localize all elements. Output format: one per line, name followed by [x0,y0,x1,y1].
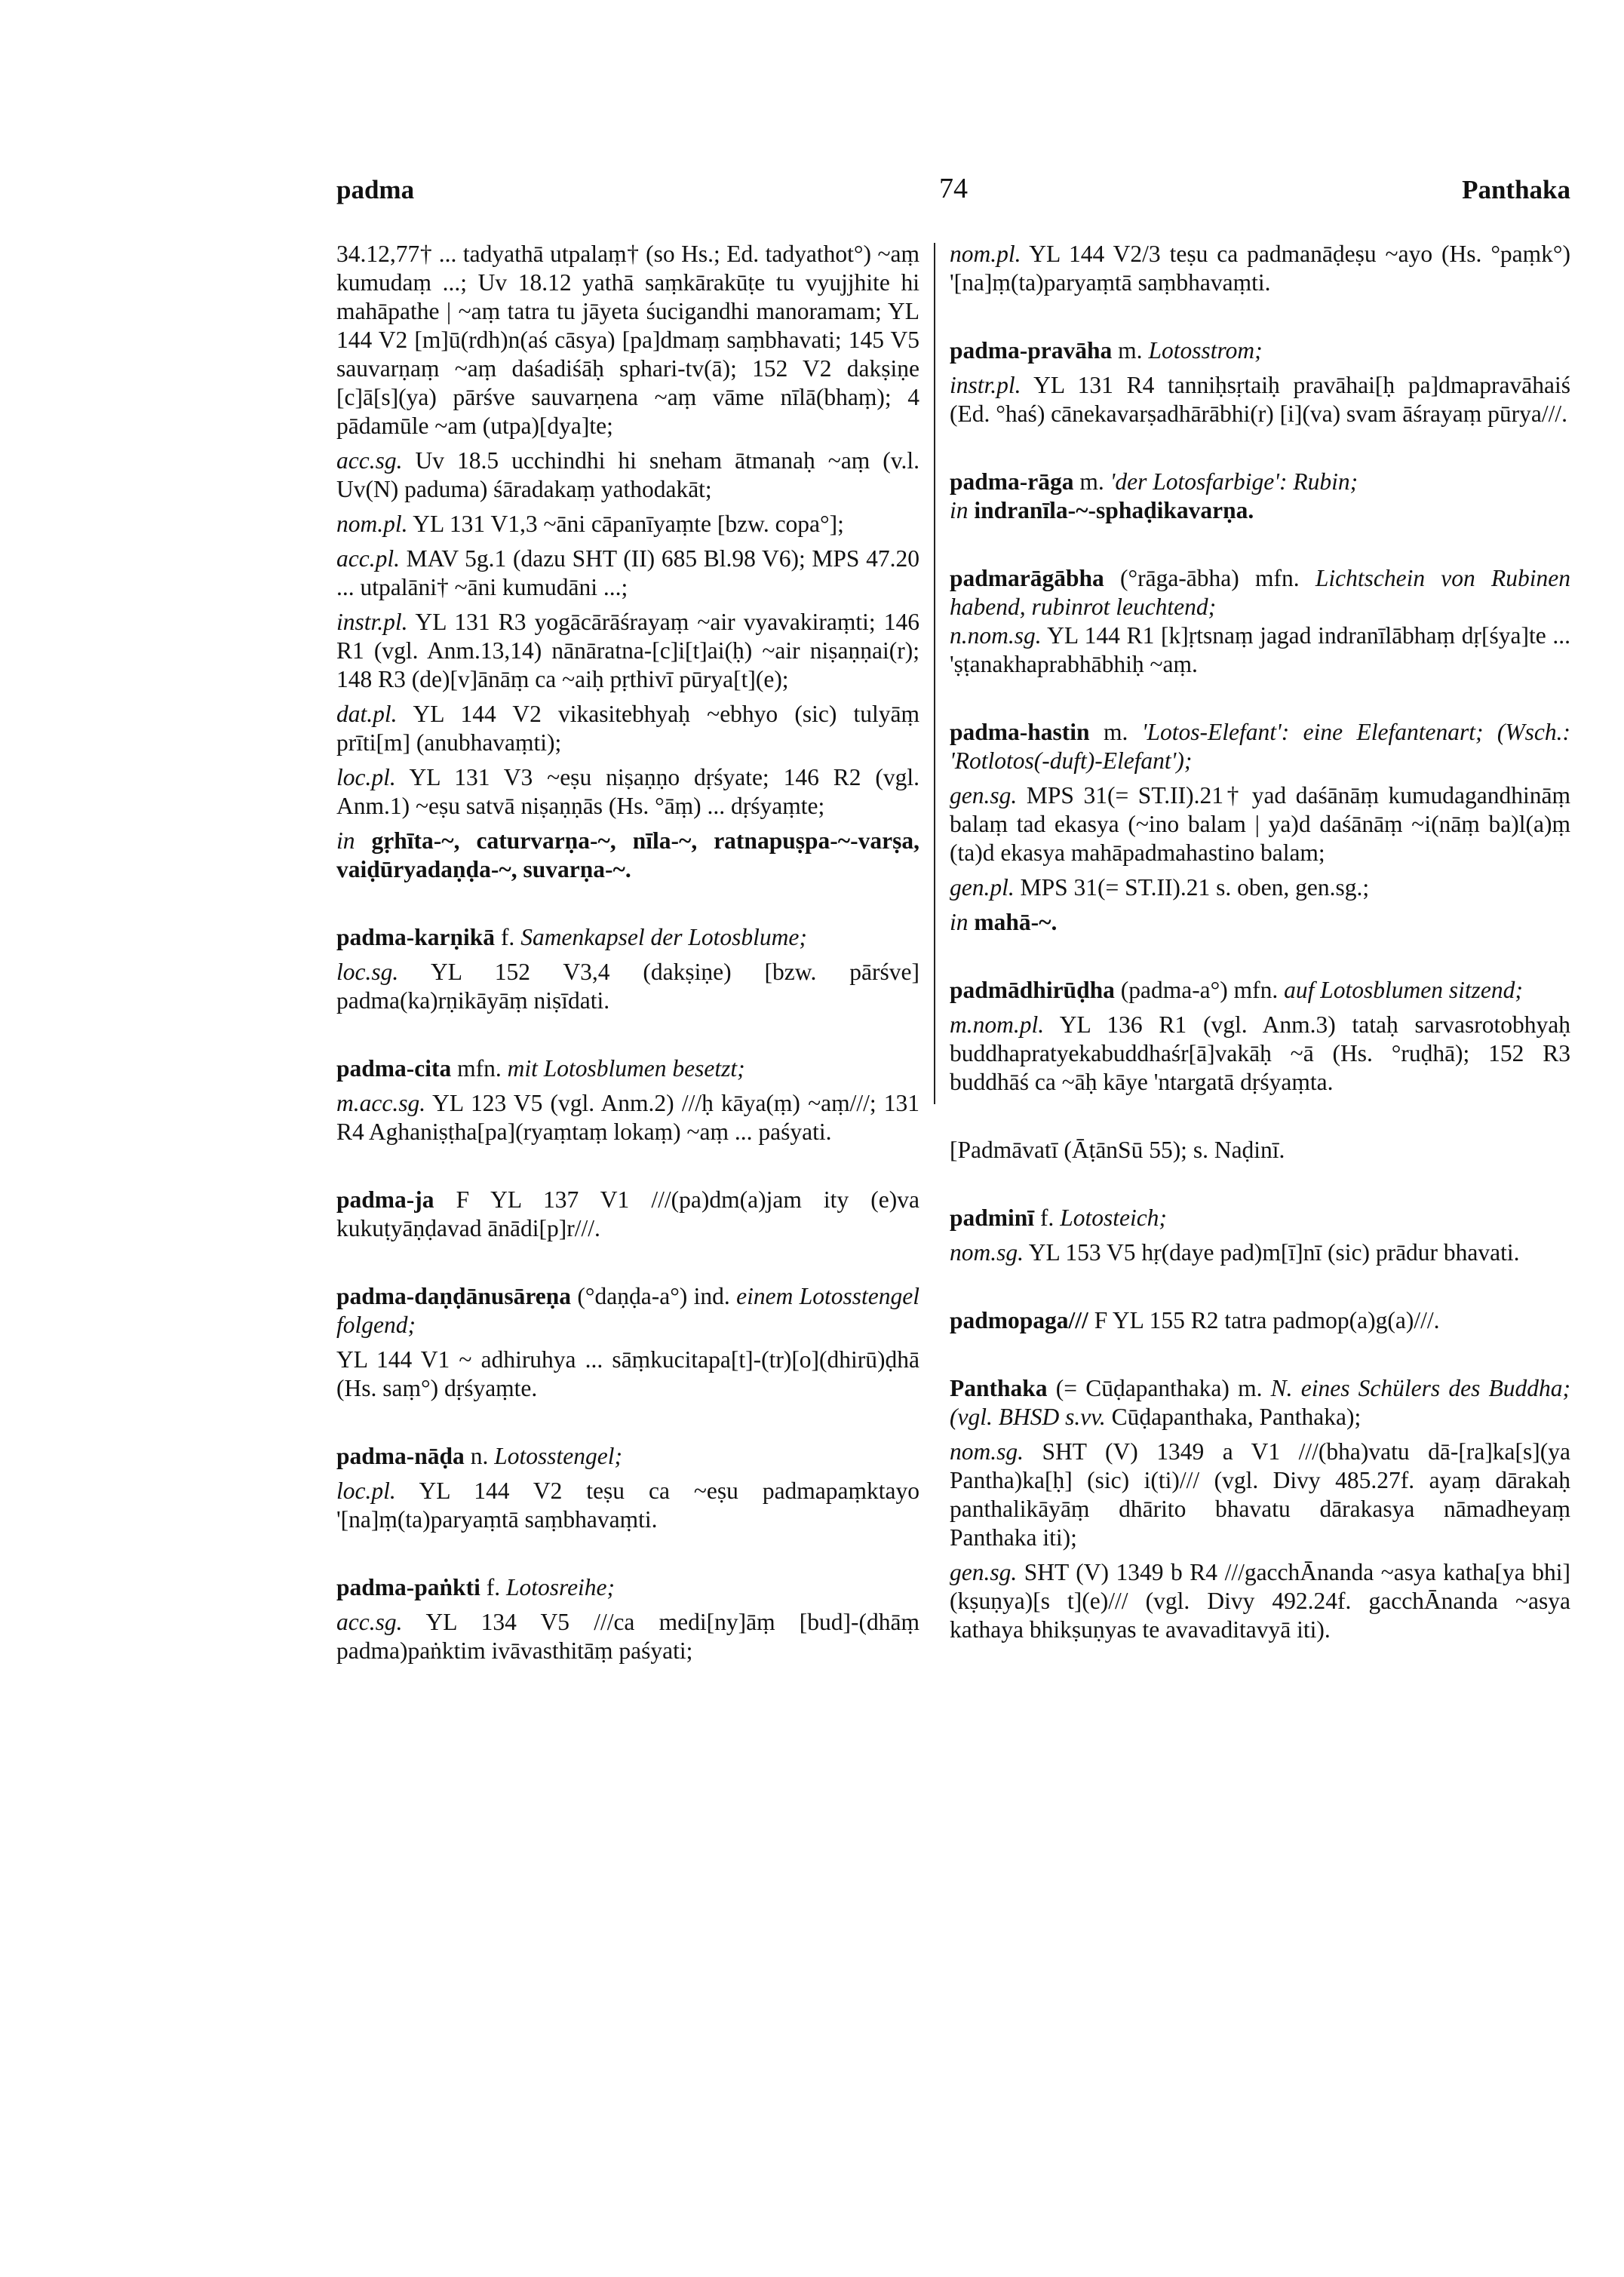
grammar-label: nom.sg. [950,1239,1024,1266]
grammar-label: loc.pl. [336,1478,396,1504]
grammar: n. [464,1443,495,1469]
gloss: Lotosreihe; [505,1574,616,1600]
grammar-label: gen.sg. [950,1559,1018,1585]
nada-nom-pl [950,240,1570,297]
grammar-label: instr.pl. [950,372,1021,398]
ragabha-nom-sg [950,621,1570,679]
entry-padma-pravaha [950,336,1570,365]
entry-padmadhirudha [950,976,1570,1005]
headword: padma-hastin [950,719,1090,745]
column-divider [934,243,935,1104]
headword: padma-rāga [950,468,1074,495]
citation-text: YL 131 V3 ~eṣu niṣaṇṇo dṛśyate; 146 R2 (vgl. Anm.1) ~eṣu satvā niṣaṇṇās (Hs. °āṃ) ... dṛśyaṃte; [336,764,919,819]
headword: padma-cita [336,1055,452,1082]
grammar: (padma-a°) mfn. [1114,977,1285,1003]
grammar-label: loc.pl. [336,764,396,790]
entry-padma-nada [336,1442,919,1471]
citation-text: YL 123 V5 (vgl. Anm.2) ///ḥ kāya(ṃ) ~aṃ///; 131 R4 Aghaniṣṭha[pa](ryaṃtaṃ lokaṃ) ~aṃ ... paśyati. [336,1090,919,1145]
entry-padmopaga [950,1306,1570,1335]
padmini-nom-sg [950,1238,1570,1267]
citation-text: YL 134 V5 ///ca medi[ny]āṃ [bud]-(dhāṃ padma)paṅktim ivāvasthitāṃ paśyati; [336,1609,919,1664]
entry-padma-cita [336,1054,919,1083]
grammar-label: in [950,497,969,523]
grammar: (°rāga-ābha) mfn. [1104,565,1315,591]
headword: padmādhirūḍha [950,977,1115,1003]
grammar-label: in [950,909,969,935]
grammar: f. [480,1574,506,1600]
grammar-label: gen.sg. [950,782,1018,809]
headword: padmopaga/// [950,1307,1088,1333]
padma-acc-pl [336,545,919,602]
citation-text: SHT (V) 1349 b R4 ///gacchĀnanda ~asya katha[ya bhi](kṣuṇya)[s t](e)/// (vgl. Divy 492.24f. gacchĀnanda ~asya kathaya bhikṣuṇyas te avavaditavyā iti). [950,1559,1570,1643]
grammar-label: nom.sg. [950,1438,1024,1465]
citation-text: YL 144 V2/3 teṣu ca padmanāḍeṣu ~ayo (Hs. °paṃk°) '[na]ṃ(ta)paryaṃtā saṃbhavaṃti. [950,241,1570,296]
grammar-label: acc.sg. [336,1609,403,1635]
left-column [336,240,919,1665]
grammar-label: m.acc.sg. [336,1090,426,1116]
entry-padmavati: [Padmāvatī (ĀṭānSū 55); s. Naḍinī. [950,1137,1285,1163]
grammar-label: in [336,827,355,854]
grammar-label: loc.sg. [336,959,399,985]
entry-panthaka [950,1374,1570,1432]
citation-text: MPS 31(= ST.II).21† yad daśānāṃ kumudagandhināṃ balaṃ tad ekasya (~ino balam | ya)d daśānāṃ ~i(nāṃ ba)l(a)ṃ (ta)d ekasya mahāpadmahastino balam; [950,782,1570,866]
hastin-gen-sg [950,781,1570,867]
entry-padma-raga [950,468,1570,496]
panthaka-gen-sg [950,1558,1570,1644]
gloss: N. eines Schülers des Buddha; (vgl. BHSD s.vv. [950,1375,1571,1430]
citation-text: YL 144 V2 vikasitebhyaḥ ~ebhyo (sic) tulyāṃ prīti[m] (anubhavaṃti); [336,701,919,756]
panthaka-nom-sg [950,1438,1570,1552]
entry-padmaragabha [950,564,1570,621]
citation-text: F YL 137 V1 ///(pa)dm(a)jam ity (e)va kukuṭyāṇḍavad ānādi[p]r///. [336,1186,919,1241]
adhirudha-nom-pl [950,1011,1570,1097]
compound-list: mahā-~. [968,909,1058,935]
grammar: m. [1073,468,1110,495]
grammar: f. [495,924,521,950]
grammar-label: m.nom.pl. [950,1011,1045,1038]
grammar-label: nom.pl. [336,511,408,537]
citation-text: Uv 18.5 ucchindhi hi sneham ātmanaḥ ~aṃ (v.l. Uv(N) paduma) śāradakaṃ yathodakāt; [336,447,919,502]
headword: padma-nāḍa [336,1443,465,1469]
padma-dat-pl [336,700,919,757]
cita-acc-sg [336,1089,919,1146]
grammar: (°daṇḍa-a°) ind. [571,1283,737,1309]
grammar: mfn. [451,1055,508,1082]
gloss: Lichtschein von Rubinen habend, rubinrot leuchtend; [950,565,1570,620]
hastin-compounds [950,908,1570,937]
gloss: Samenkapsel der Lotosblume; [520,924,807,950]
padma-compounds [336,827,919,884]
entry-padma-hastin [950,718,1570,775]
gloss: auf Lotosblumen sitzend; [1284,977,1523,1003]
headword: padmarāgābha [950,565,1104,591]
compound-list: indranīla-~-sphaḍikavarṇa. [968,497,1254,523]
compound-list: gṛhīta-~, caturvarṇa-~, nīla-~, ratnapuṣpa-~-varṣa, vaiḍūryadaṇḍa-~, suvarṇa-~. [336,827,919,882]
gloss: Lotosstengel; [494,1443,622,1469]
running-head-right: Panthaka [1462,175,1570,204]
citation-text: MPS 31(= ST.II).21 s. oben, gen.sg.; [1014,874,1370,901]
pravaha-instr-pl [950,371,1570,428]
gloss: mit Lotosblumen besetzt; [507,1055,745,1082]
gloss: einem Lotosstengel folgend; [336,1283,919,1338]
citation-text: MAV 5g.1 (dazu SHT (II) 685 Bl.98 V6); MPS 47.20 ... utpalāni† ~āni kumudāni ...; [336,545,919,600]
headword: Panthaka [950,1375,1048,1401]
entry-padma-pankti [336,1573,919,1602]
karnika-loc-sg [336,958,919,1015]
citation-text: YL 131 R3 yogācārāśrayaṃ ~air vyavakiraṃti; 146 R1 (vgl. Anm.13,14) nānāratna-[c]i[t]ai(ḥ) ~air niṣaṇṇai(r); 148 R3 (de)[v]ānāṃ ca ~aiḥ pṛthivī pūrya[t](e); [336,609,919,692]
grammar: f. [1034,1204,1061,1231]
citation-text: YL 131 V1,3 ~āni cāpanīyaṃte [bzw. copa°]; [407,511,844,537]
citation-text: YL 144 V2 teṣu ca ~eṣu padmapaṃktayo '[na]ṃ(ta)paryaṃtā saṃbhavaṃti. [336,1478,919,1533]
gloss-tail: Cūḍapanthaka, Panthaka); [1105,1404,1362,1430]
grammar-label: gen.pl. [950,874,1015,901]
entry-padma-karnika [336,923,919,952]
grammar-label: instr.pl. [336,609,408,635]
page-number: 74 [939,173,968,204]
citation-text: YL 131 R4 tanniḥsṛtaiḥ pravāhai[ḥ pa]dmapravāhaiś (Ed. °haś) cānekavarṣadhārābhi(r) [i](va) svam āśrayaṃ pūrya///. [950,372,1570,427]
grammar-label: acc.sg. [336,447,403,474]
entry-padmini [950,1204,1570,1232]
hastin-gen-pl [950,873,1570,902]
headword: padma-pravāha [950,337,1113,364]
gloss: Lotosstrom; [1148,337,1263,364]
headword: padma-daṇḍānusāreṇa [336,1283,572,1309]
pankti-acc-sg [336,1608,919,1665]
entry-padma-ja [336,1186,919,1243]
headword: padma-paṅkti [336,1574,480,1600]
citation-text: SHT (V) 1349 a V1 ///(bha)vatu dā-[ra]ka[s](ya Pantha)ka[ḥ] (sic) i(ti)/// (vgl. Divy 485.27f. ayaṃ dārakaḥ panthalikāyāṃ dhārito bhavatu dārakasya nāmadheyaṃ Panthaka iti); [950,1438,1570,1551]
right-column [950,240,1570,1644]
headword: padma-karṇikā [336,924,496,950]
padma-instr-pl [336,608,919,694]
padma-nom-pl [336,510,919,539]
raga-compounds [950,496,1570,525]
padma-citations: 34.12,77† ... tadyathā utpalaṃ† (so Hs.; Ed. tadyathot°) ~aṃ kumudaṃ ...; Uv 18.12 yathā saṃkārakūṭe tu vyujjhite hi mahāpathe | ~aṃ tatra tu jāyeta śucigandhi manoramam; YL 144 V2 [m]ū(rdh)n(aś cāsya) [pa]dmaṃ saṃbhavati; 145 V5 sauvarṇaṃ ~aṃ daśadiśāḥ sphari-tv(ā); 152 V2 dakṣiṇe [c]ā[s](ya) pārśve sauvarṇena ~aṃ vāme nīlā(bhaṃ); 4 pādamūle ~am (utpa)[dya]te; [336,241,919,439]
grammar-label: n.nom.sg. [950,622,1042,649]
citation-text: YL 153 V5 hṛ(daye pad)m[ī]nī (sic) prādur bhavati. [1024,1239,1520,1266]
nada-loc-pl [336,1477,919,1534]
gloss: 'Lotos-Elefant': eine Elefantenart; (Wsch.: 'Rotlotos(-duft)-Elefant'); [950,719,1570,774]
headword: padma-ja [336,1186,434,1213]
grammar-label: dat.pl. [336,701,398,727]
grammar: m. [1089,719,1142,745]
citation-text: YL 136 R1 (vgl. Anm.3) tataḥ sarvasrotobhyaḥ buddhapratyekabuddhaśr[ā]vakāḥ ~ā (Hs. °ruḍhā); 152 R3 buddhāś ca ~āḥ kāye 'ntargatā dṛśyaṃta. [950,1011,1570,1095]
headword: padminī [950,1204,1035,1231]
padma-acc-sg [336,447,919,504]
grammar: m. [1112,337,1149,364]
citation-text: F YL 155 R2 tatra padmop(a)g(a)///. [1088,1307,1440,1333]
grammar: (= Cūḍapanthaka) m. [1047,1375,1271,1401]
grammar-label: acc.pl. [336,545,400,572]
citation-text: YL 144 R1 [k]ṛtsnaṃ jagad indranīlābhaṃ dṛ[śya]te ... 'ṣṭanakhaprabhābhiḥ ~aṃ. [950,622,1570,677]
dandanusarena-citation: YL 144 V1 ~ adhiruhya ... sāṃkucitapa[t]-(tr)[o](dhirū)ḍhā (Hs. saṃ°) dṛśyaṃte. [336,1346,919,1401]
entry-padma-dandanusarena [336,1282,919,1340]
citation-text: YL 152 V3,4 (dakṣiṇe) [bzw. pārśve] padma(ka)rṇikāyāṃ niṣīdati. [336,959,919,1014]
gloss: Lotosteich; [1060,1204,1167,1231]
padma-loc-pl [336,763,919,821]
grammar-label: nom.pl. [950,241,1021,267]
page-header [336,175,1570,213]
gloss: 'der Lotosfarbige': Rubin; [1110,468,1358,495]
running-head-left: padma [336,175,415,204]
